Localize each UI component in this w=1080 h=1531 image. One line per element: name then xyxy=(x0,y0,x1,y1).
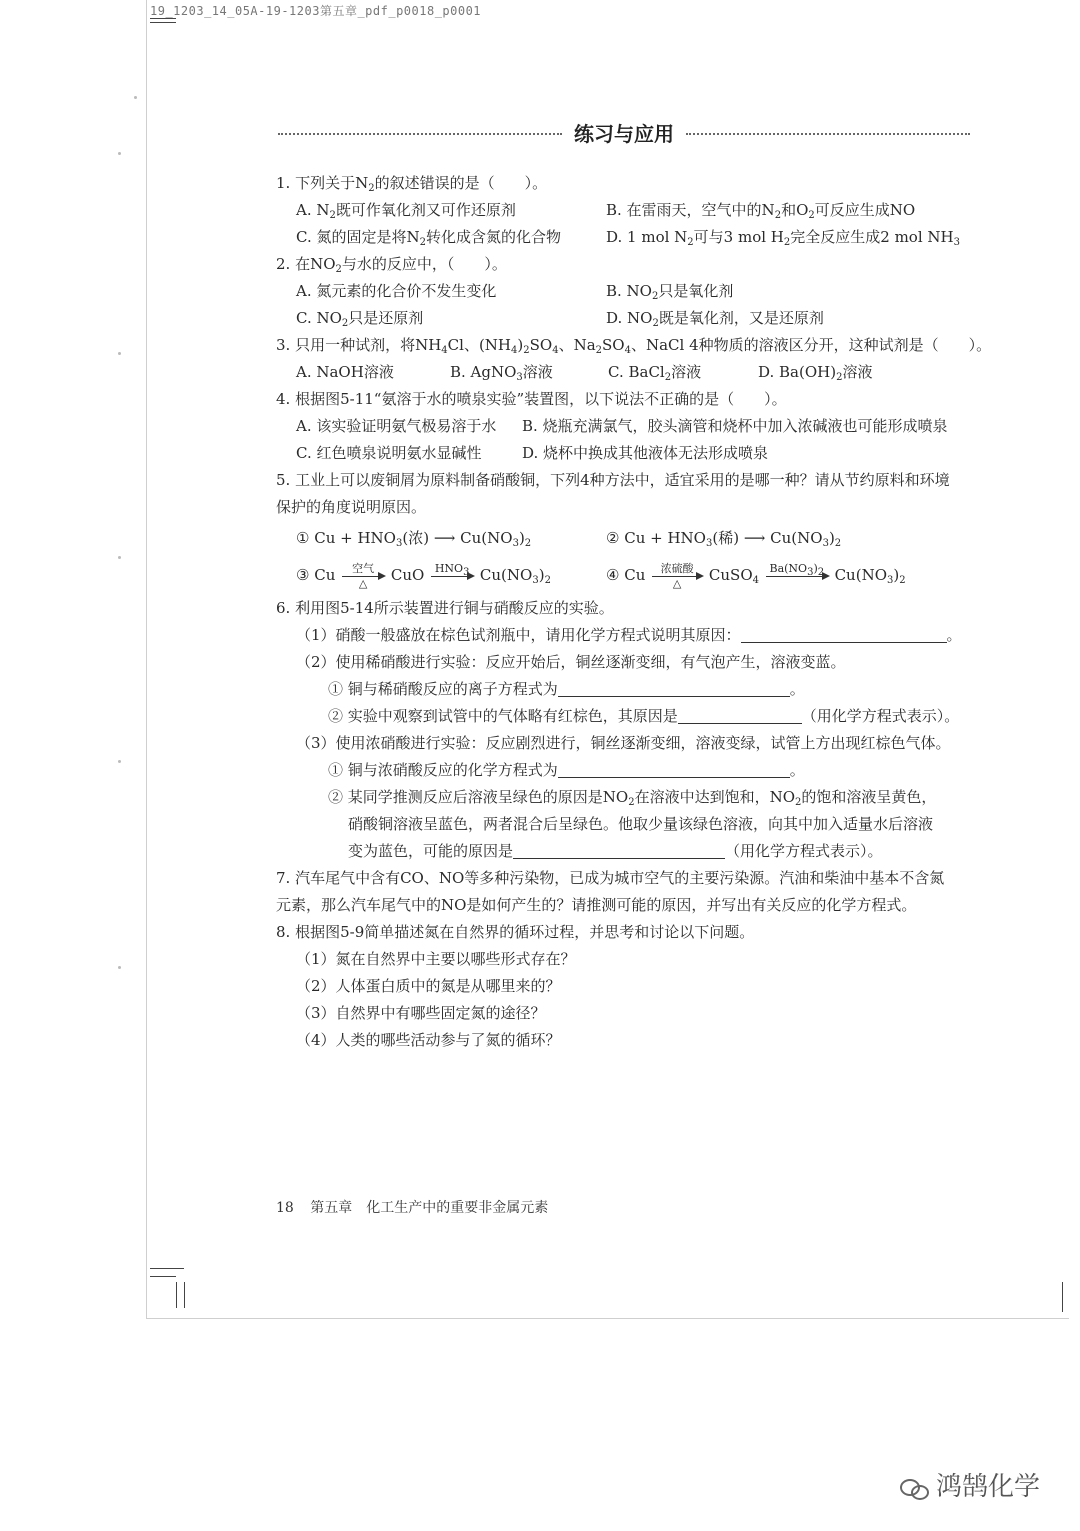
question-2-options-cd xyxy=(276,305,972,332)
option-b: B. 在雷雨天，空气中的$N_2$和$O_2$可反应生成NO xyxy=(606,201,916,221)
reaction-arrow: 浓硫酸 △ xyxy=(652,563,702,590)
question-2-stem: 2. 在$NO_2$与水的反应中，（ ）。 xyxy=(276,255,507,275)
method-2: ② $Cu + HNO_3$(稀) ⟶ $Cu(NO_3)_2$ xyxy=(606,529,842,549)
scan-speck xyxy=(118,760,121,763)
scan-speck xyxy=(118,966,121,969)
question-8-part-3: （3）自然界中有哪些固定氮的途径？ xyxy=(296,1004,546,1022)
question-6-stem: 6. 利用图5-14所示装置进行铜与硝酸反应的实验。 xyxy=(276,599,614,617)
scan-speck xyxy=(134,96,137,99)
method-1: ① $Cu + HNO_3$(浓) ⟶ $Cu(NO_3)_2$ xyxy=(296,529,532,549)
scan-speck xyxy=(118,556,121,559)
scan-header: 19_1203_14_05A-19-1203第五章_pdf_p0018_p0001 xyxy=(150,4,482,18)
crop-mark xyxy=(150,1276,176,1277)
question-6-part-3a: ① 铜与浓硝酸反应的化学方程式为 。 xyxy=(328,761,805,779)
question-6-part-2b: ② 实验中观察到试管中的气体略有红棕色，其原因是 （用化学方程式表示）。 xyxy=(328,707,960,725)
dotted-rule xyxy=(686,133,970,135)
question-8-part-2: （2）人体蛋白质中的氮是从哪里来的？ xyxy=(296,977,561,995)
reaction-arrow: $Ba(NO_3)_2$ xyxy=(766,563,828,590)
question-6-part-2: （2）使用稀硝酸进行实验：反应开始后，铜丝逐渐变细，有气泡产生，溶液变蓝。 xyxy=(296,653,846,671)
question-2-options-ab xyxy=(276,278,972,305)
question-5-stem: 5. 工业上可以废铜屑为原料制备硝酸铜，下列4种方法中，适宜采用的是哪一种？请从节约原料和环境 xyxy=(276,471,950,489)
answer-blank[interactable] xyxy=(558,761,790,778)
question-4-stem: 4. 根据图5-11“氨溶于水的喷泉实验”装置图，以下说法不正确的是（ ）。 xyxy=(276,390,787,408)
watermark xyxy=(900,1466,1040,1503)
dotted-rule xyxy=(278,133,562,135)
option-c: C. 氮的固定是将$N_2$转化成含氮的化合物 xyxy=(296,228,561,248)
option-d: D. $NO_2$既是氧化剂，又是还原剂 xyxy=(606,309,824,329)
option-b: B. $NO_2$只是氧化剂 xyxy=(606,282,734,302)
option-d: D. 1 mol $N_2$可与3 mol $H_2$完全反应生成2 mol $NH_3$ xyxy=(606,228,960,248)
crop-mark xyxy=(150,1268,184,1269)
section-title: 练习与应用 xyxy=(574,122,674,146)
reaction-arrow: $HNO_3$ xyxy=(431,563,473,590)
option-c: C. 红色喷泉说明氨水显碱性 xyxy=(296,444,482,462)
answer-blank[interactable] xyxy=(678,707,802,724)
question-3-stem: 3. 只用一种试剂，将$NH_4Cl$、$(NH_4)_2SO_4$、$Na_2SO_4$、NaCl 4种物质的溶液区分开，这种试剂是（ ）。 xyxy=(276,336,992,356)
option-a: A. $N_2$既可作氧化剂又可作还原剂 xyxy=(296,201,516,221)
answer-blank[interactable] xyxy=(558,680,790,697)
question-1-stem: 1. 下列关于$N_2$的叙述错误的是（ ）。 xyxy=(276,174,548,194)
option-c: C. BaCl$_2$溶液 xyxy=(608,363,702,383)
question-6-part-2a: ① 铜与稀硝酸反应的离子方程式为 。 xyxy=(328,680,805,698)
option-d: D. 烧杯中换成其他液体无法形成喷泉 xyxy=(522,444,769,462)
arrow: ⟶ xyxy=(433,529,456,547)
question-1-options-ab xyxy=(276,197,972,224)
crop-mark xyxy=(176,1282,177,1308)
question-4-options-cd xyxy=(276,440,972,467)
question-6-part-3b-cont: 硝酸铜溶液呈蓝色，两者混合后呈绿色。他取少量该绿色溶液，向其中加入适量水后溶液 xyxy=(348,815,934,833)
option-a: A. 氮元素的化合价不发生变化 xyxy=(296,282,497,300)
question-5-methods-34 xyxy=(276,555,972,595)
question-6-part-1: （1）硝酸一般盛放在棕色试剂瓶中，请用化学方程式说明其原因： 。 xyxy=(296,626,962,644)
chapter-title: 第五章 化工生产中的重要非金属元素 xyxy=(310,1200,549,1216)
page-footer xyxy=(276,1197,548,1217)
answer-blank[interactable] xyxy=(741,626,947,643)
exercise-content xyxy=(276,170,992,1054)
question-3-options xyxy=(276,359,972,386)
crop-mark xyxy=(1062,1282,1063,1312)
method-3: ③ Cu 空气 △ CuO $HNO_3$ $Cu(NO_3)_2$ xyxy=(296,561,551,590)
question-8-part-4: （4）人类的哪些活动参与了氮的循环？ xyxy=(296,1031,561,1049)
question-4-options-ab xyxy=(276,413,972,440)
reaction-arrow: 空气 △ xyxy=(342,563,384,590)
question-5-methods-12 xyxy=(276,521,972,555)
option-b: B. AgNO$_3$溶液 xyxy=(450,363,553,383)
option-d: D. $Ba(OH)_2$溶液 xyxy=(758,363,873,383)
question-6-part-3: （3）使用浓硝酸进行实验：反应剧烈进行，铜丝逐渐变细，溶液变绿，试管上方出现红棕色气体。 xyxy=(296,734,951,752)
option-b: B. 烧瓶充满氯气，胶头滴管和烧杯中加入浓碱液也可能形成喷泉 xyxy=(522,417,948,435)
option-c: C. $NO_2$只是还原剂 xyxy=(296,309,424,329)
question-7-stem: 7. 汽车尾气中含有CO、NO等多种污染物，已成为城市空气的主要污染源。汽油和柴油中基本不含氮 xyxy=(276,869,945,887)
question-8-stem: 8. 根据图5-9简单描述氮在自然界的循环过程，并思考和讨论以下问题。 xyxy=(276,923,755,941)
option-a: A. 该实验证明氨气极易溶于水 xyxy=(296,417,497,435)
scan-speck xyxy=(118,352,121,355)
crop-mark xyxy=(184,1282,185,1308)
question-8-part-1: （1）氮在自然界中主要以哪些形式存在？ xyxy=(296,950,576,968)
method-4: ④ Cu 浓硫酸 △ CuSO$_4$ $Ba(NO_3)_2$ $Cu(NO_3)_2$ xyxy=(606,561,906,590)
answer-blank[interactable] xyxy=(513,842,725,859)
question-7-stem-cont: 元素，那么汽车尾气中的NO是如何产生的？请推测可能的原因，并写出有关反应的化学方程式。 xyxy=(276,896,917,914)
question-6-part-3b-end: 变为蓝色，可能的原因是 （用化学方程式表示）。 xyxy=(348,842,883,860)
option-a: A. NaOH溶液 xyxy=(296,363,394,381)
crop-mark xyxy=(150,22,176,23)
question-1-options-cd xyxy=(276,224,972,251)
wechat-icon xyxy=(900,1477,930,1499)
page-number: 18 xyxy=(276,1200,294,1216)
arrow: ⟶ xyxy=(743,529,766,547)
question-5-stem-cont: 保护的角度说明原因。 xyxy=(276,498,427,516)
scan-speck xyxy=(118,152,121,155)
watermark-text: 鸿鹄化学 xyxy=(936,1472,1041,1502)
crop-mark xyxy=(150,18,176,19)
question-6-part-3b: ② 某同学推测反应后溶液呈绿色的原因是$NO_2$在溶液中达到饱和，$NO_2$的饱和溶液呈黄色， xyxy=(328,788,937,808)
section-header xyxy=(278,118,970,148)
